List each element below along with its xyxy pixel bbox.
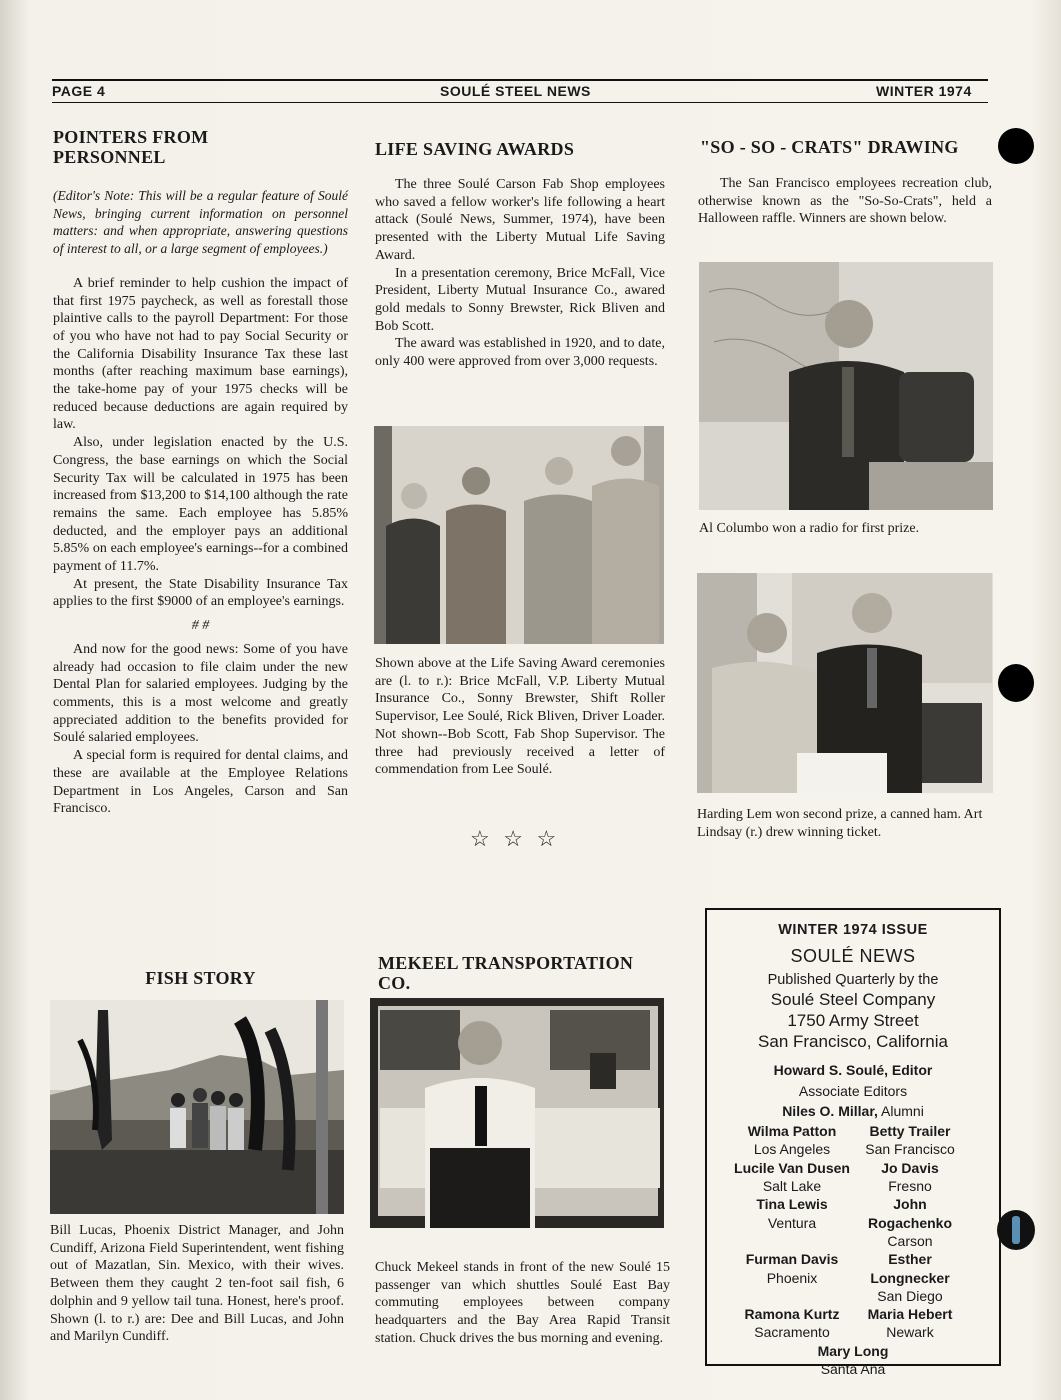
header-bottom-rule bbox=[52, 102, 988, 103]
pointers-paragraph: At present, the State Disability Insurance Tax applies to the first $9000 of an employee's earnings. bbox=[53, 576, 348, 610]
mekeel-caption: Chuck Mekeel stands in front of the new Soulé 15 passenger van which shuttles Soulé East Bay commuting employees between company headquarters and the Bay Area Rapid Transit station. Chuck drives the bus morning and evening. bbox=[375, 1260, 670, 1346]
editor-row bbox=[707, 1122, 999, 1159]
masthead-associate-label: Associate Editors bbox=[798, 1082, 908, 1099]
editor-name: Esther Longnecker bbox=[870, 1251, 950, 1286]
lifesaving-title: LIFE SAVING AWARDS bbox=[375, 139, 575, 159]
lifesaving-paragraph: The award was established in 1920, and to date, only 400 were approved from over 3,000 requests. bbox=[375, 336, 665, 370]
masthead-box bbox=[705, 908, 1001, 1378]
header-top-rule bbox=[52, 79, 988, 81]
pointers-paragraph: And now for the good news: Some of you have already had occasion to file claim under the new Dental Plan for salaried employees. Judging by the comments, this is a most welcome and greatly appreciated addition to the benefits provided for Soulé salaried employees. bbox=[53, 641, 348, 746]
editor-name: Mary Long bbox=[817, 1342, 889, 1359]
editor-location: Ventura bbox=[767, 1214, 817, 1231]
lifesaving-article bbox=[375, 139, 665, 371]
editor-row bbox=[707, 1195, 999, 1250]
sosocrats-intro: The San Francisco employees recreation club, otherwise known as the "So-So-Crats", held a Halloween raffle. Winners are shown below. bbox=[698, 176, 992, 227]
associate-editors-list bbox=[707, 1122, 999, 1342]
editor-row bbox=[707, 1305, 999, 1342]
binder-hole bbox=[997, 1210, 1035, 1250]
editor-name: Furman Davis bbox=[745, 1251, 839, 1268]
editor-location: Phoenix bbox=[766, 1269, 818, 1286]
masthead-city: San Francisco, California bbox=[758, 1032, 948, 1052]
pointers-article bbox=[53, 127, 348, 818]
editor-location: Los Angeles bbox=[753, 1141, 831, 1158]
binder-hole bbox=[998, 664, 1034, 702]
star-divider: ☆ ☆ ☆ bbox=[470, 826, 561, 851]
fishing-caption: Bill Lucas, Phoenix District Manager, and John Cundiff, Arizona Field Superintendent, went fishing out of Mazatlan, Sin. Mexico, with their wives. Between them they caught 2 ten-foot sail fish, 6 dolphin and 9 yellow tail tuna. Honest, here's proof. Shown (l. to r.) are: Dee and Bill Lucas, and John and Marilyn Cundiff. bbox=[50, 1223, 344, 1345]
editor-entry bbox=[851, 1195, 969, 1250]
editor-name: Ramona Kurtz bbox=[744, 1306, 840, 1323]
mekeel-title: MEKEEL TRANSPORTATION CO. bbox=[378, 953, 634, 993]
page-number: PAGE 4 bbox=[52, 83, 106, 99]
editor-name: John Rogachenko bbox=[867, 1196, 952, 1231]
newsletter-title: SOULÉ STEEL NEWS bbox=[440, 83, 591, 99]
pointers-paragraph: A special form is required for dental claims, and these are available at the Employee Relations Department in Los Angeles, Carson and San Francisco. bbox=[53, 748, 348, 817]
masthead-issue: WINTER 1974 ISSUE bbox=[778, 922, 928, 938]
editor-name: Lucile Van Dusen bbox=[734, 1159, 850, 1176]
editor-location: Carson bbox=[887, 1232, 933, 1249]
editor-entry bbox=[851, 1122, 969, 1159]
editor-entry bbox=[733, 1305, 851, 1342]
lifesaving-paragraph: In a presentation ceremony, Brice McFall, Vice President, Liberty Mutual Insurance Co., awared gold medals to Sonny Brewster, Rick Bliven and Bob Scott. bbox=[375, 265, 665, 334]
binder-hole bbox=[998, 128, 1034, 164]
editor-name: Wilma Patton bbox=[747, 1123, 837, 1140]
editor-location: San Francisco bbox=[865, 1141, 955, 1158]
pointers-title: POINTERS FROM PERSONNEL bbox=[53, 127, 209, 167]
masthead-name: SOULÉ NEWS bbox=[790, 946, 916, 966]
ham-winner-caption: Harding Lem won second prize, a canned ham. Art Lindsay (r.) drew winning ticket. bbox=[697, 807, 983, 840]
editor-location: San Diego bbox=[877, 1287, 943, 1304]
fish-story-title: FISH STORY bbox=[145, 968, 256, 988]
fishing-photo bbox=[50, 1000, 344, 1214]
editor-entry bbox=[851, 1305, 969, 1342]
editor-name: Maria Hebert bbox=[867, 1306, 953, 1323]
lifesaving-paragraph: The three Soulé Carson Fab Shop employees who saved a fellow worker's life following a heart attack (Soulé News, Summer, 1974), have been presented with the Liberty Mutual Life Saving Award. bbox=[375, 177, 665, 263]
editor-location: Fresno bbox=[888, 1178, 932, 1195]
mekeel-photo bbox=[370, 998, 664, 1228]
masthead-editor: Howard S. Soulé, Editor bbox=[773, 1062, 933, 1079]
editor-name: Tina Lewis bbox=[756, 1196, 828, 1213]
editor-entry bbox=[851, 1159, 969, 1196]
editor-name: Jo Davis bbox=[881, 1159, 939, 1176]
editor-entry bbox=[733, 1122, 851, 1159]
section-divider: # # bbox=[191, 618, 210, 634]
pointers-paragraph: Also, under legislation enacted by the U.S. Congress, the base earnings on which the Social Security Tax will be calculated in 1975 has been increased from $13,200 to $14,100 although the rate remains the same. Each employee has 5.85% deducted, and the employer pays an additional 5.85% on each employee's earnings--for a combined payment of 11.7%. bbox=[53, 435, 348, 575]
editor-row bbox=[707, 1250, 999, 1305]
masthead-street: 1750 Army Street bbox=[787, 1011, 919, 1031]
lifesaving-caption: Shown above at the Life Saving Award ceremonies are (l. to r.): Brice McFall, V.P. Liberty Mutual Insurance Co., Sonny Brewster, Shift Roller Supervisor, Lee Soulé, Rick Bliven, Driver Loader. Not shown--Bob Scott, Fab Shop Supervisor. The three had previously received a letter of commendation from Lee Soulé. bbox=[375, 656, 665, 778]
pointers-paragraph: A brief reminder to help cushion the impact of that first 1975 paycheck, as well as forestall those plaintive calls to the payroll Department: For those of you who have not had to pay Social Security or the California Disability Insurance Tax these last months (after reaching maximum base earnings), the take-home pay of your 1975 checks will be reduced because deductions are again required by law. bbox=[53, 275, 348, 433]
editor-entry bbox=[733, 1159, 851, 1196]
masthead-company: Soulé Steel Company bbox=[770, 990, 936, 1010]
editor-location: Salt Lake bbox=[762, 1178, 822, 1195]
radio-winner-photo bbox=[699, 262, 993, 510]
masthead-alumni: Niles O. Millar, Alumni bbox=[782, 1102, 924, 1119]
editor-name: Betty Trailer bbox=[869, 1123, 951, 1140]
editor-row bbox=[707, 1159, 999, 1196]
radio-winner-caption: Al Columbo won a radio for first prize. bbox=[699, 521, 920, 536]
editor-location: Newark bbox=[886, 1324, 934, 1341]
ham-winner-photo bbox=[697, 573, 993, 793]
lifesaving-photo bbox=[374, 426, 664, 644]
editor-location: Santa Ana bbox=[820, 1361, 886, 1378]
sosocrats-title: "SO - SO - CRATS" DRAWING bbox=[700, 137, 959, 157]
editors-note: (Editor's Note: This will be a regular feature of Soulé News, bringing current information on personnel matters: and when appropriate, answering questions of interest to all, or a large segment of employees.) bbox=[53, 188, 348, 257]
editor-entry bbox=[851, 1250, 969, 1305]
editor-entry bbox=[733, 1195, 851, 1250]
masthead-published: Published Quarterly by the bbox=[767, 972, 939, 988]
editor-entry bbox=[733, 1250, 851, 1305]
editor-location: Sacramento bbox=[754, 1324, 830, 1341]
issue-date: WINTER 1974 bbox=[876, 83, 972, 99]
